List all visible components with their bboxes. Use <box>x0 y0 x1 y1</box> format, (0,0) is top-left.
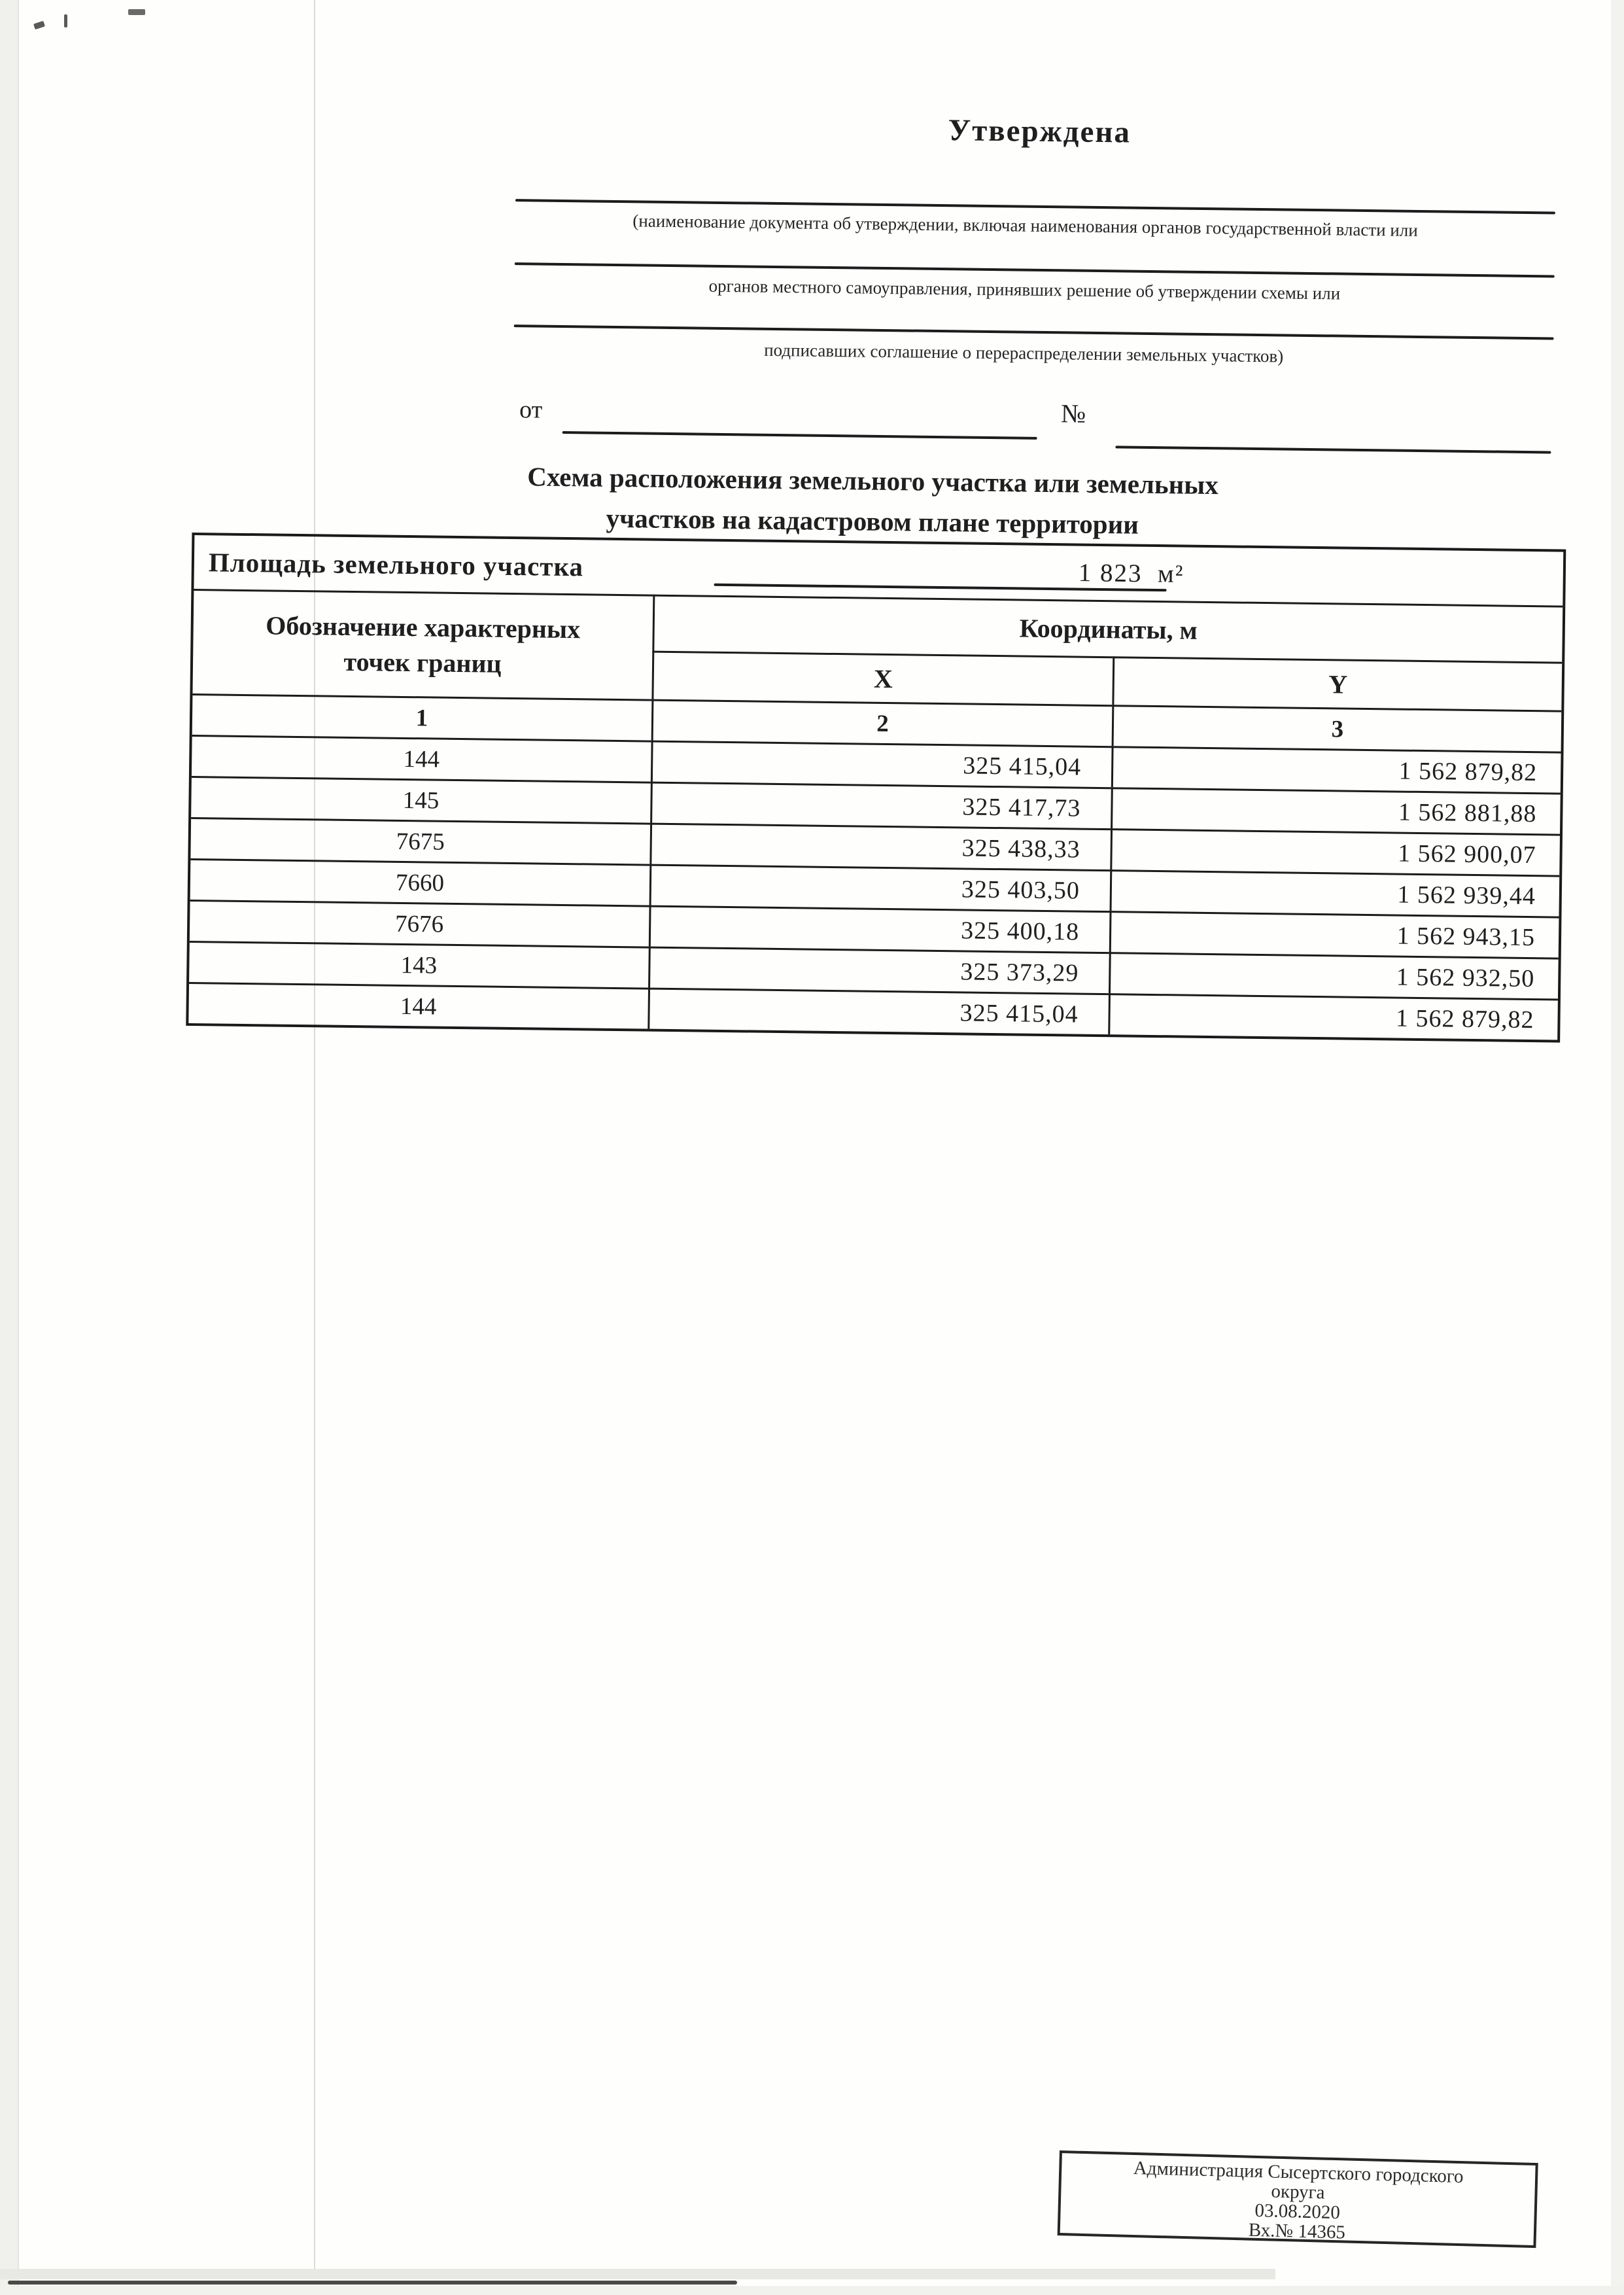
point-cell: 7660 <box>190 858 650 905</box>
column-header-points <box>192 589 653 699</box>
scan-bottom-strip <box>0 2286 1624 2295</box>
x-cell: 325 403,50 <box>649 864 1111 911</box>
y-cell: 1 562 879,82 <box>1108 993 1558 1040</box>
stamp-org-line-1: Администрация Сысертского городского <box>1133 2157 1464 2188</box>
scan-speck <box>128 9 145 15</box>
y-cell: 1 562 900,07 <box>1110 828 1560 875</box>
x-cell: 325 415,04 <box>651 741 1112 788</box>
numbering-cell-2: 2 <box>651 699 1113 746</box>
numbering-cell-1: 1 <box>192 693 652 741</box>
date-blank-line <box>562 431 1037 440</box>
approval-caption-1: (наименование документа об утверждении, включая наименования органов государственной власти или <box>632 211 1418 240</box>
point-cell: 145 <box>191 776 651 823</box>
approval-blank-line-3 <box>514 324 1554 340</box>
x-cell: 325 438,33 <box>649 823 1111 870</box>
y-cell: 1 562 879,82 <box>1111 746 1561 792</box>
scheme-section <box>0 449 1624 1070</box>
stamp-org-line-2: округа <box>1271 2181 1325 2203</box>
area-value <box>1079 558 1184 589</box>
y-cell: 1 562 881,88 <box>1111 787 1561 833</box>
date-from-label: от <box>519 396 543 424</box>
area-value-number: 1 823 <box>1078 559 1143 588</box>
column-header-coordinates: Координаты, м <box>652 595 1563 662</box>
number-label: № <box>1060 398 1086 429</box>
page-title-line-2: участков на кадастровом плане территории <box>606 502 1139 540</box>
stamp-date: 03.08.2020 <box>1254 2199 1341 2224</box>
approval-caption-2: органов местного самоуправления, принявших решение об утверждении схемы или <box>708 275 1341 304</box>
page-title-line-1: Схема расположения земельного участка или земельных <box>527 461 1219 500</box>
point-cell: 144 <box>192 735 651 782</box>
coordinates-table <box>186 533 1566 1043</box>
scan-speck <box>33 21 45 30</box>
point-cell: 143 <box>189 941 649 988</box>
point-cell: 7676 <box>190 900 649 947</box>
x-cell: 325 415,04 <box>648 988 1109 1035</box>
number-blank-line <box>1115 446 1551 453</box>
points-header-line-1: Обозначение характерных <box>266 610 581 644</box>
y-cell: 1 562 943,15 <box>1109 911 1559 957</box>
scan-speck <box>64 14 67 27</box>
approval-caption-3: подписавших соглашение о перераспределении земельных участков) <box>764 340 1284 366</box>
scan-bottom-smear <box>0 2269 1275 2279</box>
approval-section <box>0 89 1624 475</box>
x-cell: 325 400,18 <box>649 905 1110 953</box>
x-cell: 325 373,29 <box>648 947 1109 994</box>
numbering-cell-3: 3 <box>1112 705 1562 751</box>
x-cell: 325 417,73 <box>650 782 1111 829</box>
y-cell: 1 562 932,50 <box>1109 952 1559 998</box>
points-header-line-2: точек границ <box>343 646 502 678</box>
column-header-y: Y <box>1112 656 1562 710</box>
area-unit: м² <box>1157 559 1184 589</box>
point-cell: 7675 <box>190 817 650 864</box>
stamp-incoming-number: Вх.№ 14365 <box>1248 2219 1346 2243</box>
registration-stamp <box>1058 2150 1538 2248</box>
area-label: Площадь земельного участка <box>208 547 584 582</box>
approved-heading: Утверждена <box>948 113 1132 150</box>
scan-bottom-edge <box>8 2281 737 2285</box>
column-header-x: X <box>651 651 1113 705</box>
y-cell: 1 562 939,44 <box>1110 869 1560 916</box>
point-cell: 144 <box>188 982 648 1029</box>
